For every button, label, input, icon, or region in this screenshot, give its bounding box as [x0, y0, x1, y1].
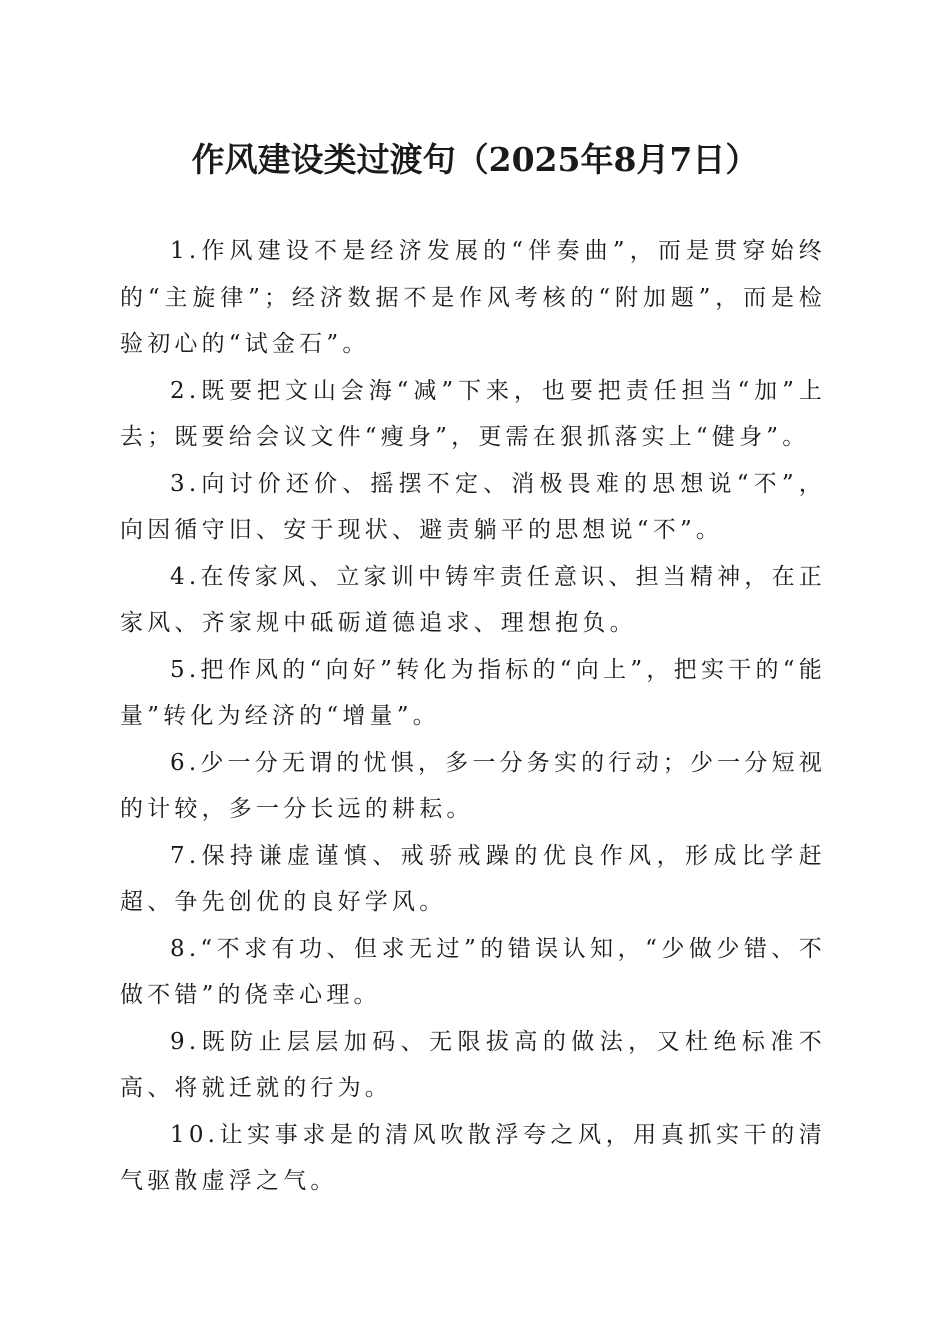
paragraph-4: 4.在传家风、立家训中铸牢责任意识、担当精神，在正家风、齐家规中砥砺道德追求、理想抱负。: [120, 563, 826, 636]
paragraph-10: 10.让实事求是的清风吹散浮夸之风，用真抓实干的清气驱散虚浮之气。: [120, 1121, 826, 1194]
paragraph-8: 8.“不求有功、但求无过”的错误认知，“少做少错、不做不错”的侥幸心理。: [120, 935, 826, 1008]
paragraph-6: 6.少一分无谓的忧惧，多一分务实的行动；少一分短视的计较，多一分长远的耕耘。: [120, 749, 826, 822]
document-title: 作风建设类过渡句（2025年8月7日）: [191, 140, 759, 179]
paragraph-2: 2.既要把文山会海“减”下来，也要把责任担当“加”上去；既要给会议文件“瘦身”，更需在狠抓落实上“健身”。: [120, 377, 826, 450]
document-body: [120, 228, 826, 1205]
paragraph-9: 9.既防止层层加码、无限拔高的做法，又杜绝标准不高、将就迁就的行为。: [120, 1028, 826, 1101]
paragraph-5: 5.把作风的“向好”转化为指标的“向上”，把实干的“能量”转化为经济的“增量”。: [120, 656, 826, 729]
paragraph-3: 3.向讨价还价、摇摆不定、消极畏难的思想说“不”，向因循守旧、安于现状、避责躺平的思想说“不”。: [120, 470, 826, 543]
paragraph-7: 7.保持谦虚谨慎、戒骄戒躁的优良作风，形成比学赶超、争先创优的良好学风。: [120, 842, 826, 915]
paragraph-1: 1.作风建设不是经济发展的“伴奏曲”，而是贯穿始终的“主旋律”；经济数据不是作风考核的“附加题”，而是检验初心的“试金石”。: [120, 238, 826, 357]
